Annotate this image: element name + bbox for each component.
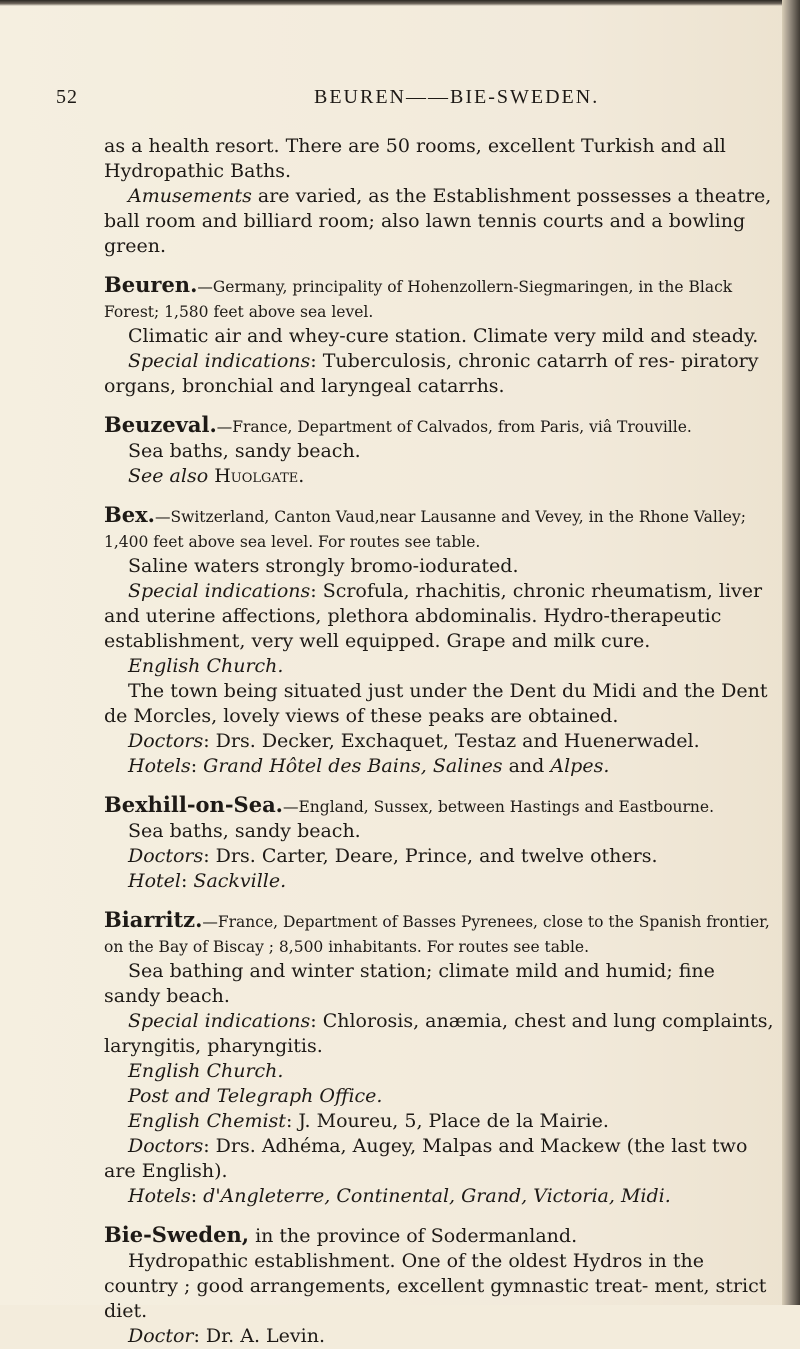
geo-description: —France, Department of Calvados, from Paris, viâ Trouville. [216,418,692,436]
entry-beuzeval [104,412,774,489]
text: : Drs. Adhéma, Augey, Malpas and Mackew (the last two are English). [104,1135,748,1182]
page-header [56,86,756,110]
page-content [104,134,774,1349]
text: : [180,870,194,892]
text: : Chlorosis, anæmia, chest and lung complaints, laryngitis, pharyngitis. [104,1010,774,1057]
page-top-edge [0,0,800,6]
headword: Bie-Sweden, [104,1222,250,1247]
label: Special indications [128,1010,311,1032]
body-line [104,184,774,259]
body-line [104,579,774,654]
body-line: as a health resort. There are 50 rooms, excellent Turkish and all Hydropathic Baths. [104,135,726,182]
body-line: The town being situated just under the Dent du Midi and the Dent de Morcles, lovely views of these peaks are obtained. [104,680,768,727]
entry-continuation [104,134,774,259]
page-number: 52 [56,86,78,108]
running-head: BEUREN——BIE-SWEDEN. [314,86,600,108]
entry-heading [104,272,774,324]
text: are varied, as the Establishment possesses a theatre, ball room and billiard room; also lawn tennis courts and a bowling green. [104,185,772,257]
label: Hotels [128,1185,191,1207]
body-line: Sea baths, sandy beach. [128,820,361,842]
text: : Drs. Carter, Deare, Prince, and twelve others. [203,845,658,867]
label: English Church. [128,1060,284,1082]
geo-description: —England, Sussex, between Hastings and Eastbourne. [282,798,715,816]
text: : Tuberculosis, chronic catarrh of res- piratory organs, bronchial and laryngeal catarrhs. [104,350,759,397]
geo-description: —Germany, principality of Hohenzollern-Siegmaringen, in the Black Forest; 1,580 feet above sea level. [104,278,733,321]
entry-heading [104,907,774,959]
geo-description: in the province of Sodermanland. [249,1225,578,1247]
hotel-names: Sackville. [193,870,287,892]
text: : Scrofula, rhachitis, chronic rheumatism, liver and uterine affections, plethora abdominalis. Hydro-therapeutic establishment, very well equipped. Grape and milk cure. [104,580,763,652]
body-line [104,1059,774,1084]
body-line [104,869,774,894]
body-line [104,1084,774,1109]
page-spine-shadow [782,0,800,1305]
body-line [104,1109,774,1134]
headword: Bex. [104,502,155,527]
label: Doctors [128,1135,204,1157]
label: Hotels [128,755,191,777]
body-line [104,464,774,489]
body-line [104,1009,774,1059]
headword: Beuzeval. [104,412,217,437]
headword: Beuren. [104,272,198,297]
label: Hotel [128,870,181,892]
label: Post and Telegraph Office. [128,1085,383,1107]
entry-biarritz [104,907,774,1209]
headword: Bexhill-on-Sea. [104,792,283,817]
entry-heading [104,792,774,819]
label: English Chemist [128,1110,286,1132]
text: : Dr. A. Levin. [193,1325,325,1347]
body-line [104,654,774,679]
body-line [104,844,774,869]
label: Doctors [128,845,204,867]
label: Amusements [128,185,252,207]
body-line [104,729,774,754]
hotel-names: Alpes. [550,755,610,777]
body-line: Hydropathic establishment. One of the oldest Hydros in the country ; good arrangements, excellent gymnastic treat- ment, strict diet. [104,1250,767,1322]
geo-description: —Switzerland, Canton Vaud,near Lausanne and Vevey, in the Rhone Valley; 1,400 feet above sea level. For routes see table. [104,508,746,551]
label: English Church. [128,655,284,677]
entry-bexhill [104,792,774,894]
entry-bie-sweden [104,1222,774,1349]
entry-beuren [104,272,774,399]
body-line [104,1134,774,1184]
see-also-ref: Huolgate. [214,465,305,487]
entry-heading [104,502,774,554]
body-line [104,754,774,779]
body-line [104,349,774,399]
label: Special indications [128,350,311,372]
body-line: Sea baths, sandy beach. [128,440,361,462]
geo-description: —France, Department of Basses Pyrenees, close to the Spanish frontier, on the Bay of Biscay ; 8,500 inhabitants. For routes see table. [104,913,770,956]
headword: Biarritz. [104,907,203,932]
body-line: Sea bathing and winter station; climate mild and humid; fine sandy beach. [104,960,715,1007]
text: : [190,755,204,777]
body-line: Saline waters strongly bromo-iodurated. [128,555,519,577]
text: : J. Moureu, 5, Place de la Mairie. [285,1110,609,1132]
hotel-names: d'Angleterre, Continental, Grand, Victoria, Midi. [203,1185,671,1207]
text: : [190,1185,204,1207]
text: : Drs. Decker, Exchaquet, Testaz and Huenerwadel. [203,730,700,752]
body-line [104,1324,774,1349]
text: and [502,755,551,777]
body-line [104,1184,774,1209]
entry-bex [104,502,774,779]
label: Special indications [128,580,311,602]
label: Doctor [128,1325,194,1347]
entry-heading [104,1222,774,1249]
entry-heading [104,412,774,439]
hotel-names: Grand Hôtel des Bains, Salines [203,755,503,777]
label: Doctors [128,730,204,752]
body-line: Climatic air and whey-cure station. Climate very mild and steady. [128,325,759,347]
see-also-label: See also [128,465,209,487]
